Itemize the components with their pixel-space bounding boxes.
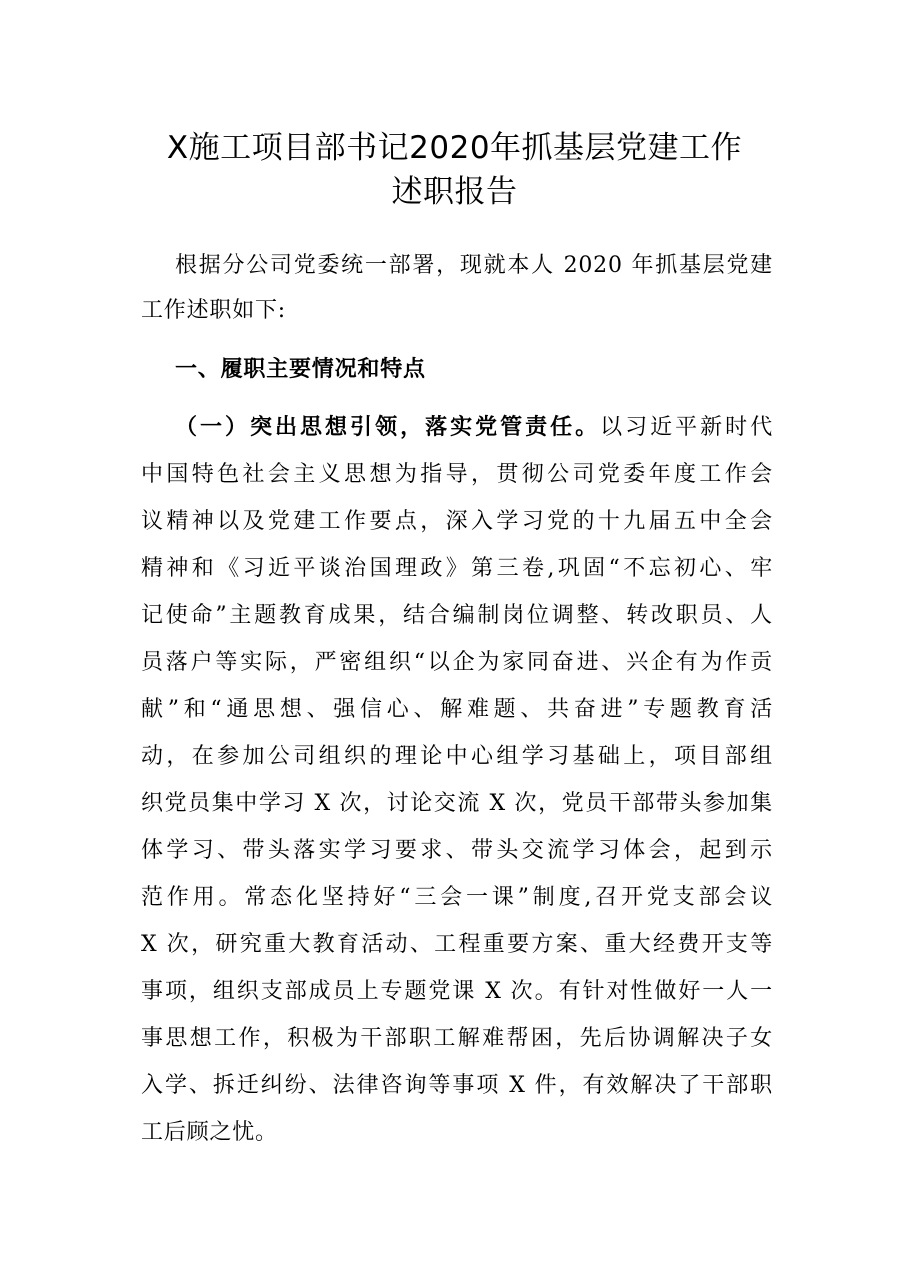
paragraph-line-last: 工后顾之忧。	[141, 1120, 278, 1145]
intro-line-1: 根据分公司党委统一部署，现就本人 2020 年抓基层党建	[175, 253, 773, 278]
section-heading: 一、履职主要情况和特点	[175, 357, 426, 382]
paragraph-line: 织党员集中学习 X 次，讨论交流 X 次，党员干部带头参加集	[141, 791, 773, 816]
paragraph-line: 员落户等实际，严密组织“以企为家同奋进、兴企有为作贡	[141, 650, 773, 675]
subsection-first-line-text: 以习近平新时代	[600, 415, 773, 440]
paragraph-line: 精神和《习近平谈治国理政》第三卷,巩固“不忘初心、牢	[141, 556, 773, 581]
subsection-heading: （一）突出思想引领，落实党管责任。	[175, 415, 601, 440]
document-title-line-1: X施工项目部书记2020年抓基层党建工作	[166, 130, 743, 166]
paragraph-line: 事项，组织支部成员上专题党课 X 次。有针对性做好一人一	[141, 979, 773, 1004]
paragraph-line: 记使命”主题教育成果，结合编制岗位调整、转改职员、人	[141, 603, 773, 628]
paragraph-line: 范作用。常态化坚持好“三会一课”制度,召开党支部会议	[141, 885, 773, 910]
paragraph-line: 献”和“通思想、强信心、解难题、共奋进”专题教育活	[141, 697, 773, 722]
paragraph-line: 入学、拆迁纠纷、法律咨询等事项 X 件，有效解决了干部职	[141, 1073, 773, 1098]
document-title-line-2: 述职报告	[391, 174, 518, 210]
paragraph-line: 中国特色社会主义思想为指导，贯彻公司党委年度工作会	[141, 462, 773, 487]
paragraph-line: 体学习、带头落实学习要求、带头交流学习体会，起到示	[141, 838, 773, 863]
paragraph-line: 动，在参加公司组织的理论中心组学习基础上，项目部组	[141, 744, 773, 769]
paragraph-line: 议精神以及党建工作要点，深入学习党的十九届五中全会	[141, 509, 773, 534]
intro-line-2: 工作述职如下:	[141, 298, 287, 323]
subsection-first-line	[175, 415, 773, 441]
paragraph-line: 事思想工作，积极为干部职工解难帮困，先后协调解决子女	[141, 1026, 773, 1051]
paragraph-line: X 次，研究重大教育活动、工程重要方案、重大经费开支等	[141, 932, 773, 957]
